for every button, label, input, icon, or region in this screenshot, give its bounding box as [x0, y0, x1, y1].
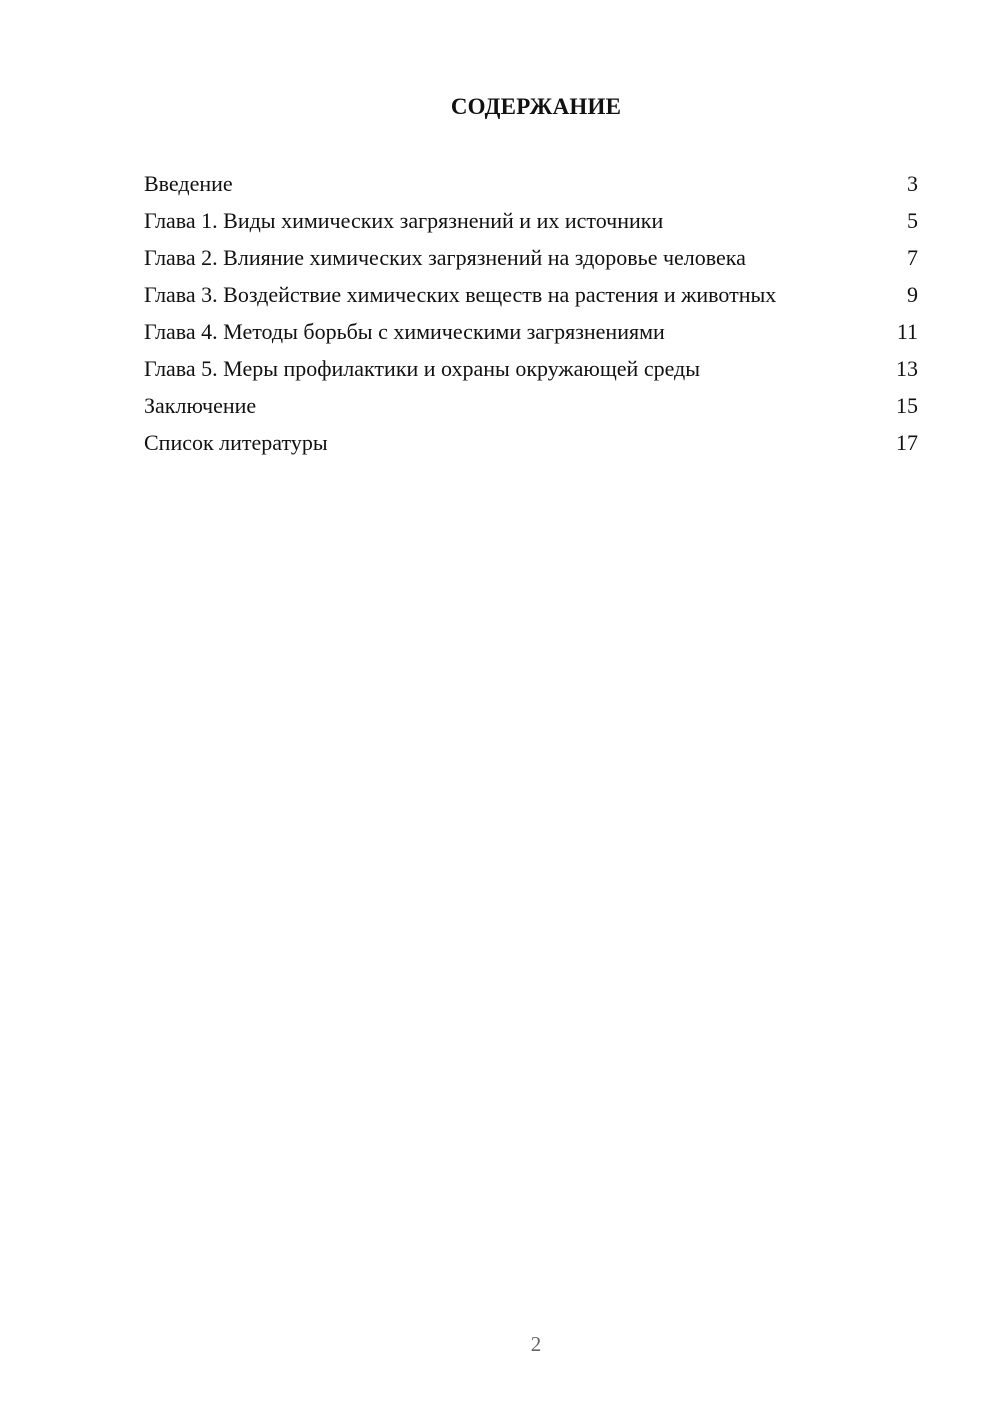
toc-entry-chapter-4: [144, 318, 918, 345]
toc-entry-label: Введение: [144, 171, 233, 196]
toc-entry-page-number: 13: [896, 356, 918, 381]
toc-entry-label: Глава 1. Виды химических загрязнений и их источники: [144, 208, 664, 233]
table-of-contents: [144, 170, 918, 466]
toc-entry-introduction: [144, 170, 918, 197]
toc-entry-conclusion: [144, 392, 918, 419]
toc-entry-label: Глава 2. Влияние химических загрязнений на здоровье человека: [144, 245, 746, 270]
page-footer-number: 2: [530, 1332, 542, 1356]
page-title: СОДЕРЖАНИЕ: [450, 94, 622, 119]
toc-entry-page-number: 9: [907, 282, 918, 307]
toc-entry-chapter-5: [144, 355, 918, 382]
toc-entry-page-number: 7: [907, 245, 918, 270]
toc-entry-chapter-2: [144, 244, 918, 271]
toc-entry-references: [144, 429, 918, 456]
toc-entry-label: Глава 4. Методы борьбы с химическими загрязнениями: [144, 319, 665, 344]
toc-entry-label: Список литературы: [144, 430, 328, 455]
toc-entry-label: Заключение: [144, 393, 257, 418]
toc-entry-page-number: 11: [896, 319, 918, 344]
toc-entry-page-number: 5: [907, 208, 918, 233]
toc-entry-chapter-1: [144, 207, 918, 234]
toc-entry-label: Глава 3. Воздействие химических веществ на растения и животных: [144, 282, 777, 307]
toc-entry-page-number: 3: [907, 171, 918, 196]
toc-entry-page-number: 17: [896, 430, 918, 455]
toc-entry-label: Глава 5. Меры профилактики и охраны окружающей среды: [144, 356, 701, 381]
toc-entry-page-number: 15: [896, 393, 918, 418]
toc-entry-chapter-3: [144, 281, 918, 308]
